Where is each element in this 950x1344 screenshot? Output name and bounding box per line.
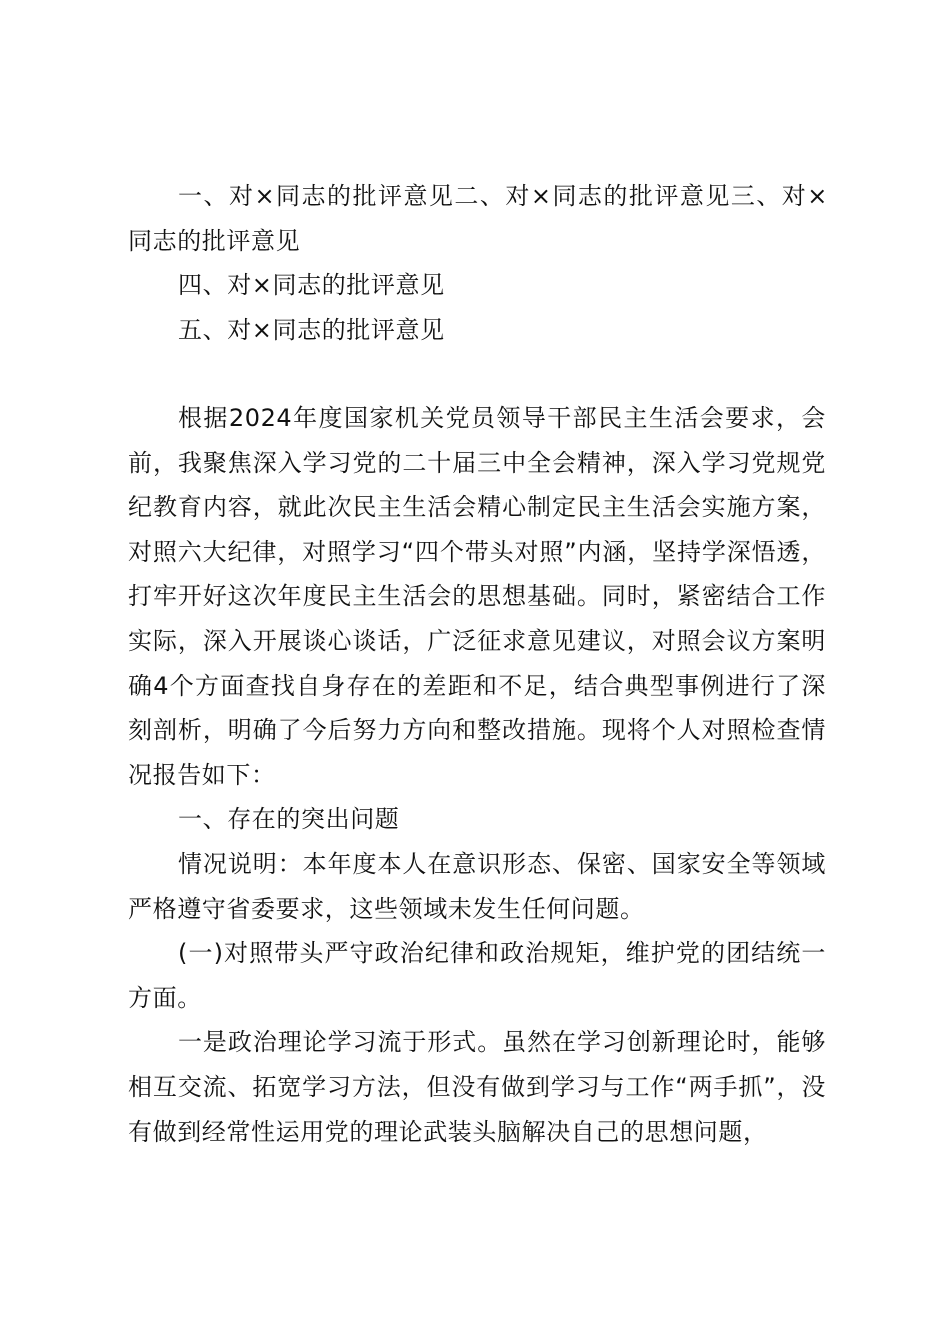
toc-item: 五、对×同志的批评意见: [178, 315, 445, 344]
toc-item: 四、对×同志的批评意见: [178, 271, 445, 300]
situation-paragraph: 情况说明：本年度本人在意识形态、保密、国家安全等领域严格遵守省委要求，这些领域未发生任何问题。: [128, 849, 826, 923]
point-paragraph: 一是政治理论学习流于形式。虽然在学习创新理论时，能够相互交流、拓宽学习方法，但没有做到学习与工作“两手抓”，没有做到经常性运用党的理论武装头脑解决自己的思想问题，: [128, 1028, 826, 1146]
document-body: [128, 396, 826, 1154]
toc-item: 一、对×同志的批评意见二、对×同志的批评意见三、对×同志的批评意见: [128, 182, 828, 255]
table-of-contents: [128, 174, 828, 352]
section-heading: 一、存在的突出问题: [178, 805, 400, 834]
intro-paragraph: 根据2024年度国家机关党员领导干部民主生活会要求，会前，我聚焦深入学习党的二十届三中全会精神，深入学习党规党纪教育内容，就此次民主生活会精心制定民主生活会实施方案，对照六大纪律，对照学习“四个带头对照”内涵，坚持学深悟透，打牢开好这次年度民主生活会的思想基础。同时，紧密结合工作实际，深入开展谈心谈话，广泛征求意见建议，对照会议方案明确4个方面查找自身存在的差距和不足，结合典型事例进行了深刻剖析，明确了今后努力方向和整改措施。现将个人对照检查情况报告如下：: [128, 404, 826, 789]
subsection-heading: (一)对照带头严守政治纪律和政治规矩，维护党的团结统一方面。: [128, 939, 826, 1012]
